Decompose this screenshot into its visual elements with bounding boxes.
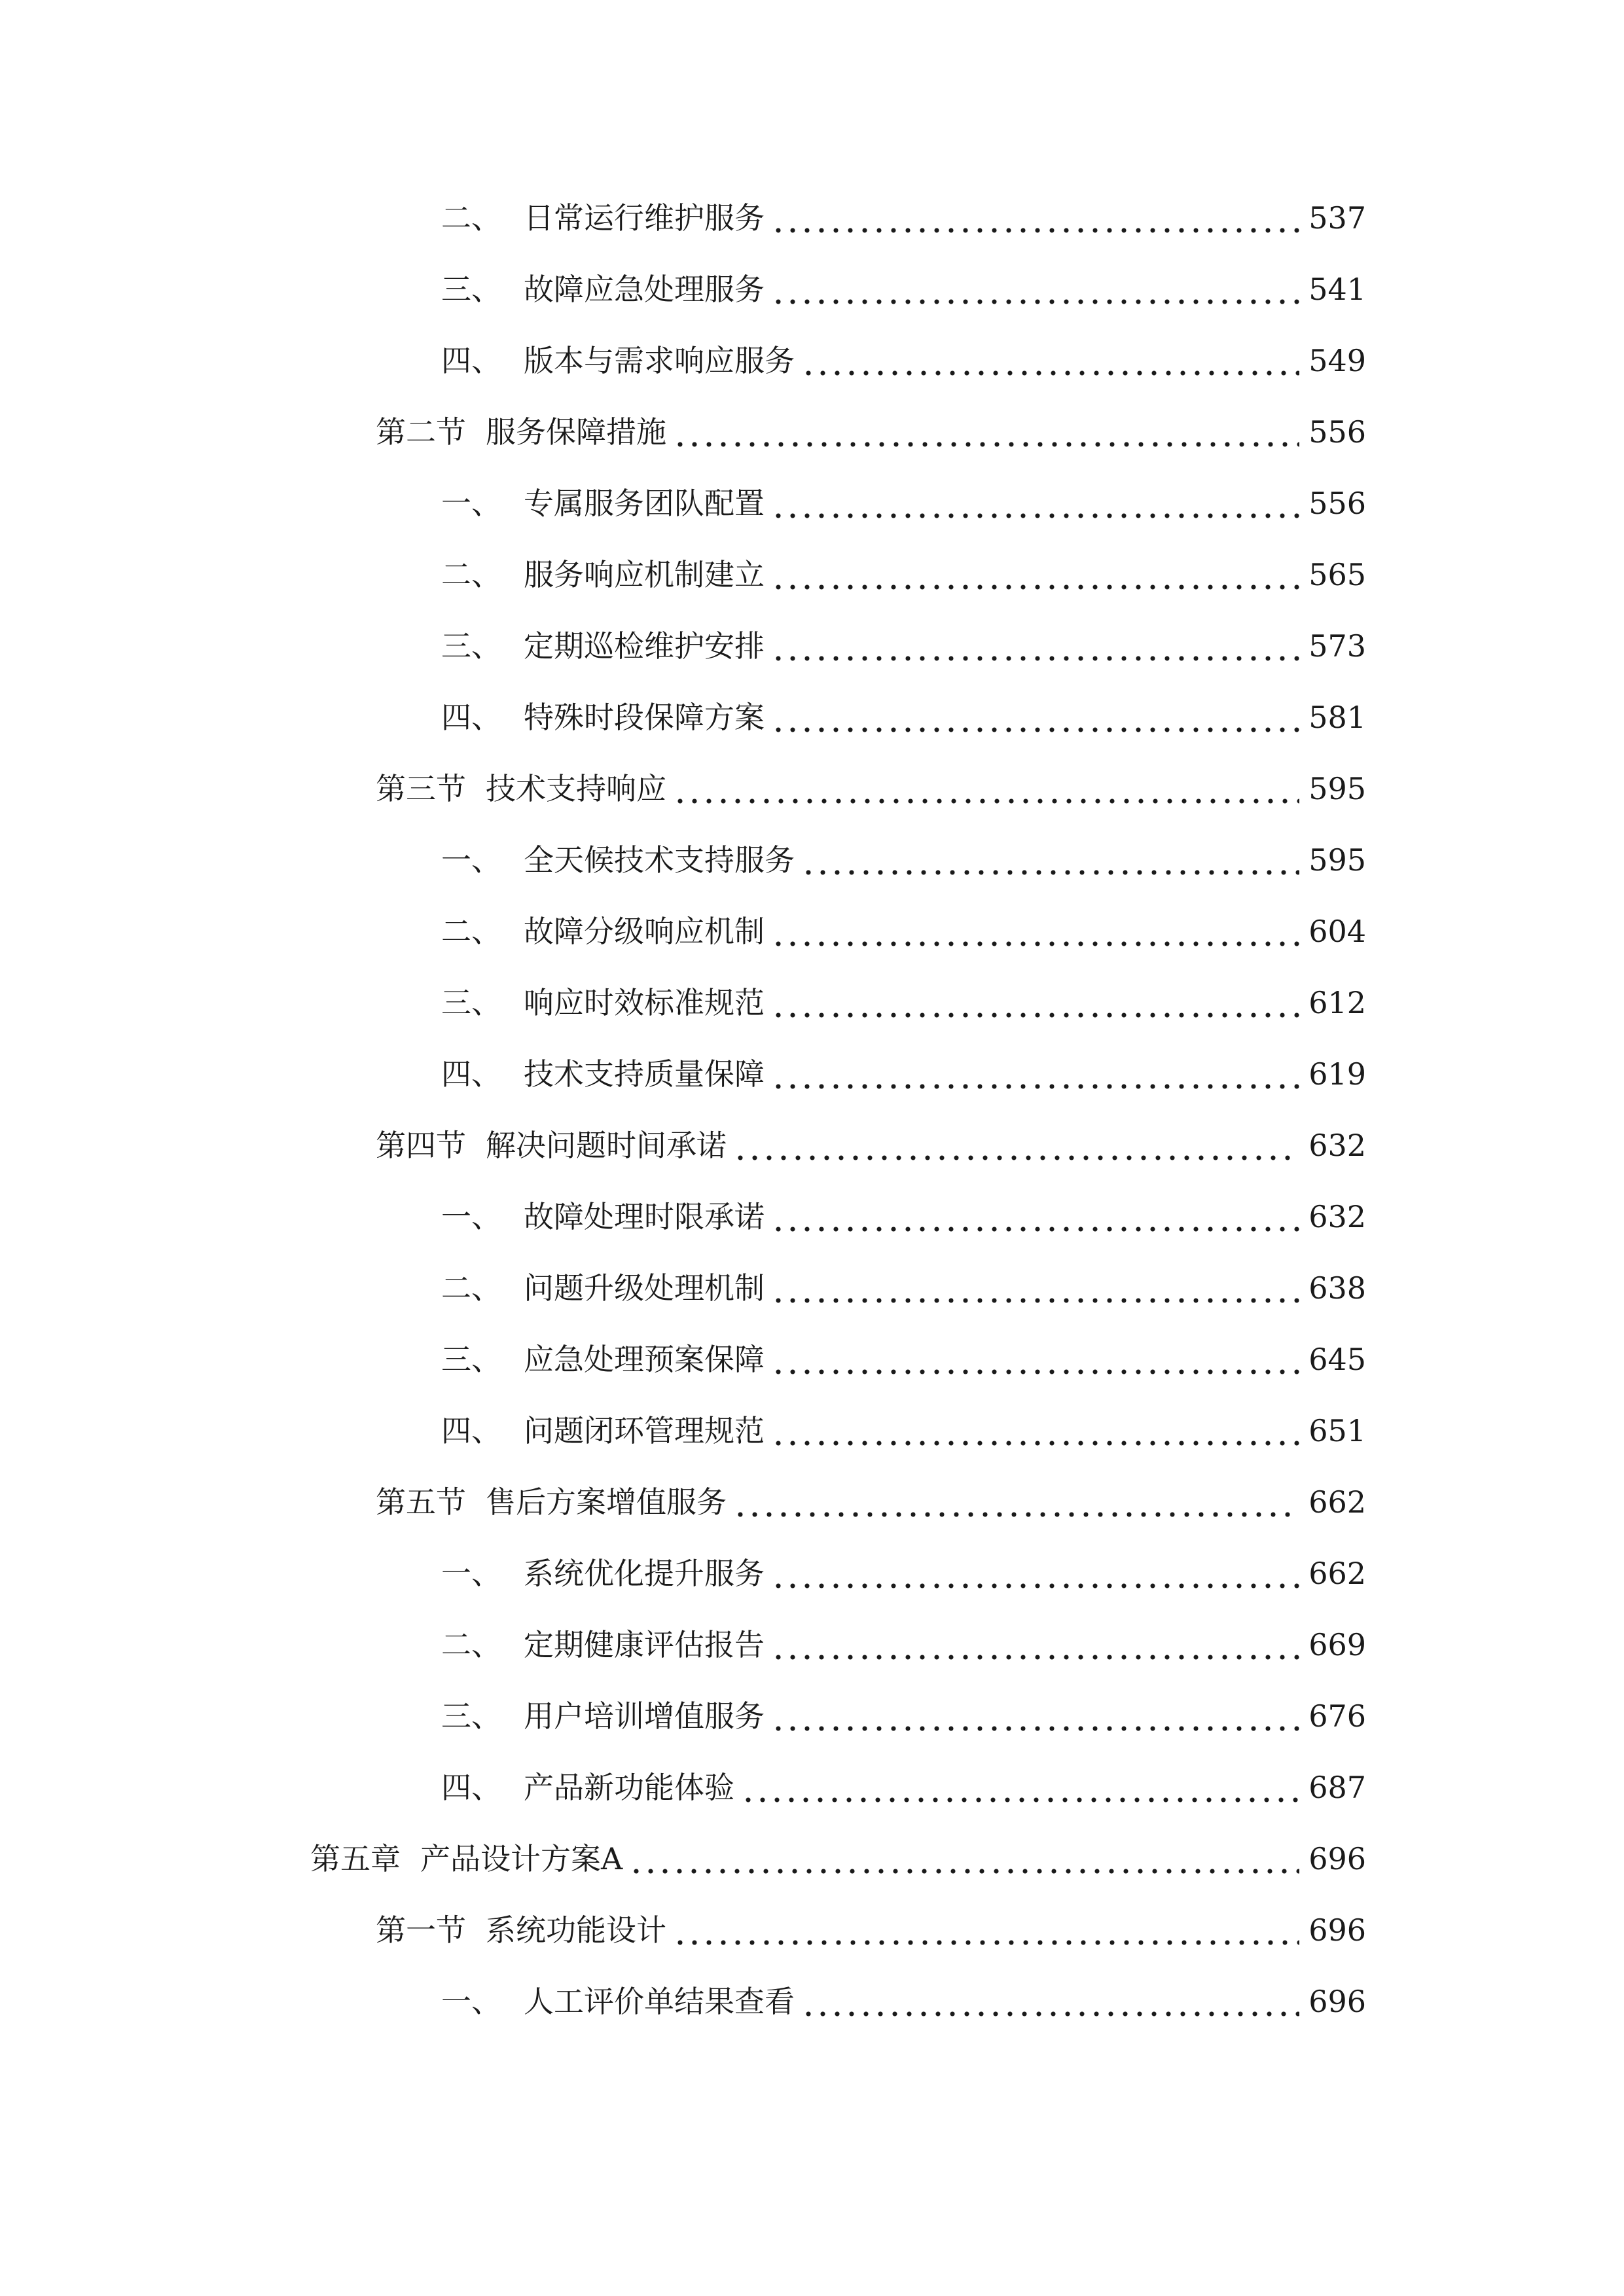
dot-leader xyxy=(771,1619,1299,1671)
toc-entry-page: 581 xyxy=(1308,700,1366,735)
toc-entry-title: 解决问题时间承诺 xyxy=(486,1128,727,1163)
toc-entry-title: 故障应急处理服务 xyxy=(524,272,765,307)
toc-entry-page: 595 xyxy=(1308,842,1366,878)
toc-entry[interactable] xyxy=(441,1405,1366,1457)
toc-entry[interactable] xyxy=(441,1547,1366,1600)
toc-entry-number: 一、 xyxy=(441,842,501,878)
toc-entry[interactable] xyxy=(441,977,1366,1029)
toc-entry-number: 四、 xyxy=(441,343,501,378)
toc-entry-number: 第四节 xyxy=(376,1128,466,1163)
dot-leader xyxy=(741,1761,1299,1814)
toc-entry[interactable] xyxy=(441,548,1366,601)
toc-entry-number: 一、 xyxy=(441,1199,501,1234)
dot-leader xyxy=(771,1690,1299,1742)
toc-entry-number: 第一节 xyxy=(376,1912,466,1948)
toc-entry-number: 三、 xyxy=(441,1342,501,1377)
toc-entry-page: 669 xyxy=(1308,1627,1366,1662)
dot-leader xyxy=(673,1904,1299,1956)
toc-entry-page: 541 xyxy=(1308,272,1366,307)
toc-entry-page: 537 xyxy=(1308,200,1366,236)
toc-section-entry[interactable] xyxy=(376,1904,1366,1956)
toc-entry[interactable] xyxy=(441,1619,1366,1671)
toc-entry[interactable] xyxy=(441,620,1366,672)
toc-entry-number: 二、 xyxy=(441,200,501,236)
toc-entry[interactable] xyxy=(441,334,1366,387)
toc-entry-title: 用户培训增值服务 xyxy=(524,1698,765,1734)
dot-leader xyxy=(771,620,1299,672)
dot-leader xyxy=(771,263,1299,315)
toc-entry-title: 定期健康评估报告 xyxy=(524,1627,765,1662)
toc-entry[interactable] xyxy=(441,905,1366,958)
toc-entry-number: 第五章 xyxy=(310,1841,401,1876)
toc-entry-page: 662 xyxy=(1308,1484,1366,1520)
dot-leader xyxy=(771,192,1299,244)
dot-leader xyxy=(771,1547,1299,1600)
toc-entry-page: 556 xyxy=(1308,486,1366,521)
toc-section-entry[interactable] xyxy=(376,406,1366,458)
toc-entry-title: 特殊时段保障方案 xyxy=(524,700,765,735)
toc-entry-title: 系统功能设计 xyxy=(486,1912,666,1948)
toc-entry-title: 应急处理预案保障 xyxy=(524,1342,765,1377)
toc-entry-title: 产品设计方案A xyxy=(420,1841,623,1876)
dot-leader xyxy=(733,1119,1299,1172)
toc-entry-page: 632 xyxy=(1308,1128,1366,1163)
toc-entry-number: 二、 xyxy=(441,914,501,949)
toc-entry-page: 549 xyxy=(1308,343,1366,378)
toc-entry-title: 人工评价单结果查看 xyxy=(524,1984,795,2019)
toc-entry-number: 二、 xyxy=(441,557,501,592)
toc-entry[interactable] xyxy=(441,263,1366,315)
toc-entry-page: 662 xyxy=(1308,1556,1366,1591)
toc-entry-number: 第五节 xyxy=(376,1484,466,1520)
dot-leader xyxy=(801,834,1299,886)
dot-leader xyxy=(673,406,1299,458)
toc-entry-title: 产品新功能体验 xyxy=(524,1770,734,1805)
toc-entry[interactable] xyxy=(441,1690,1366,1742)
dot-leader xyxy=(771,548,1299,601)
dot-leader xyxy=(801,334,1299,387)
toc-entry-page: 645 xyxy=(1308,1342,1366,1377)
toc-entry-page: 696 xyxy=(1308,1841,1366,1876)
toc-entry-page: 604 xyxy=(1308,914,1366,949)
dot-leader xyxy=(771,477,1299,529)
toc-entry-title: 技术支持响应 xyxy=(486,771,666,806)
toc-entry-number: 四、 xyxy=(441,1413,501,1448)
toc-entry-title: 售后方案增值服务 xyxy=(486,1484,727,1520)
toc-entry-number: 第三节 xyxy=(376,771,466,806)
toc-entry-number: 三、 xyxy=(441,272,501,307)
toc-entry-page: 612 xyxy=(1308,985,1366,1020)
toc-entry-page: 696 xyxy=(1308,1984,1366,2019)
dot-leader xyxy=(771,1048,1299,1100)
toc-chapter-entry[interactable] xyxy=(310,1833,1366,1885)
toc-entry-title: 问题闭环管理规范 xyxy=(524,1413,765,1448)
toc-entry[interactable] xyxy=(441,834,1366,886)
toc-entry[interactable] xyxy=(441,1191,1366,1243)
toc-entry-page: 619 xyxy=(1308,1056,1366,1092)
dot-leader xyxy=(771,1191,1299,1243)
toc-entry-number: 一、 xyxy=(441,486,501,521)
toc-entry-page: 687 xyxy=(1308,1770,1366,1805)
dot-leader xyxy=(771,1333,1299,1386)
toc-entry-page: 696 xyxy=(1308,1912,1366,1948)
toc-entry-number: 三、 xyxy=(441,985,501,1020)
toc-entry-number: 三、 xyxy=(441,628,501,664)
toc-entry-page: 638 xyxy=(1308,1270,1366,1306)
dot-leader xyxy=(733,1476,1299,1528)
toc-entry-number: 四、 xyxy=(441,1770,501,1805)
dot-leader xyxy=(771,691,1299,744)
toc-entry-page: 632 xyxy=(1308,1199,1366,1234)
toc-entry-title: 问题升级处理机制 xyxy=(524,1270,765,1306)
toc-entry-title: 专属服务团队配置 xyxy=(524,486,765,521)
toc-entry-title: 故障处理时限承诺 xyxy=(524,1199,765,1234)
toc-section-entry[interactable] xyxy=(376,1476,1366,1528)
toc-entry[interactable] xyxy=(441,1048,1366,1100)
toc-entry-title: 日常运行维护服务 xyxy=(524,200,765,236)
toc-entry-page: 573 xyxy=(1308,628,1366,664)
toc-entry-page: 676 xyxy=(1308,1698,1366,1734)
dot-leader xyxy=(629,1833,1299,1885)
toc-entry-title: 服务响应机制建立 xyxy=(524,557,765,592)
toc-entry-page: 556 xyxy=(1308,414,1366,450)
toc-section-entry[interactable] xyxy=(376,762,1366,815)
toc-section-entry[interactable] xyxy=(376,1119,1366,1172)
toc-entry-number: 第二节 xyxy=(376,414,466,450)
toc-entry-number: 二、 xyxy=(441,1627,501,1662)
toc-entry-number: 一、 xyxy=(441,1556,501,1591)
toc-entry-number: 二、 xyxy=(441,1270,501,1306)
toc-entry[interactable] xyxy=(441,477,1366,529)
dot-leader xyxy=(771,1262,1299,1314)
toc-entry[interactable] xyxy=(441,1761,1366,1814)
toc-entry-title: 版本与需求响应服务 xyxy=(524,343,795,378)
dot-leader xyxy=(771,905,1299,958)
toc-entry-title: 服务保障措施 xyxy=(486,414,666,450)
dot-leader xyxy=(771,977,1299,1029)
toc-entry-number: 三、 xyxy=(441,1698,501,1734)
dot-leader xyxy=(771,1405,1299,1457)
toc-entry-title: 定期巡检维护安排 xyxy=(524,628,765,664)
toc-entry-page: 595 xyxy=(1308,771,1366,806)
toc-entry[interactable] xyxy=(441,1262,1366,1314)
toc-entry-page: 565 xyxy=(1308,557,1366,592)
toc-entry-title: 故障分级响应机制 xyxy=(524,914,765,949)
toc-entry[interactable] xyxy=(441,1333,1366,1386)
toc-entry-number: 四、 xyxy=(441,700,501,735)
toc-entry-number: 一、 xyxy=(441,1984,501,2019)
toc-entry-page: 651 xyxy=(1308,1413,1366,1448)
toc-entry[interactable] xyxy=(441,691,1366,744)
toc-entry-number: 四、 xyxy=(441,1056,501,1092)
toc-entry[interactable] xyxy=(441,1975,1366,2028)
toc-entry-title: 系统优化提升服务 xyxy=(524,1556,765,1591)
dot-leader xyxy=(801,1975,1299,2028)
toc-entry[interactable] xyxy=(441,192,1366,244)
toc-entry-title: 技术支持质量保障 xyxy=(524,1056,765,1092)
dot-leader xyxy=(673,762,1299,815)
toc-entry-title: 全天候技术支持服务 xyxy=(524,842,795,878)
toc-entry-title: 响应时效标准规范 xyxy=(524,985,765,1020)
